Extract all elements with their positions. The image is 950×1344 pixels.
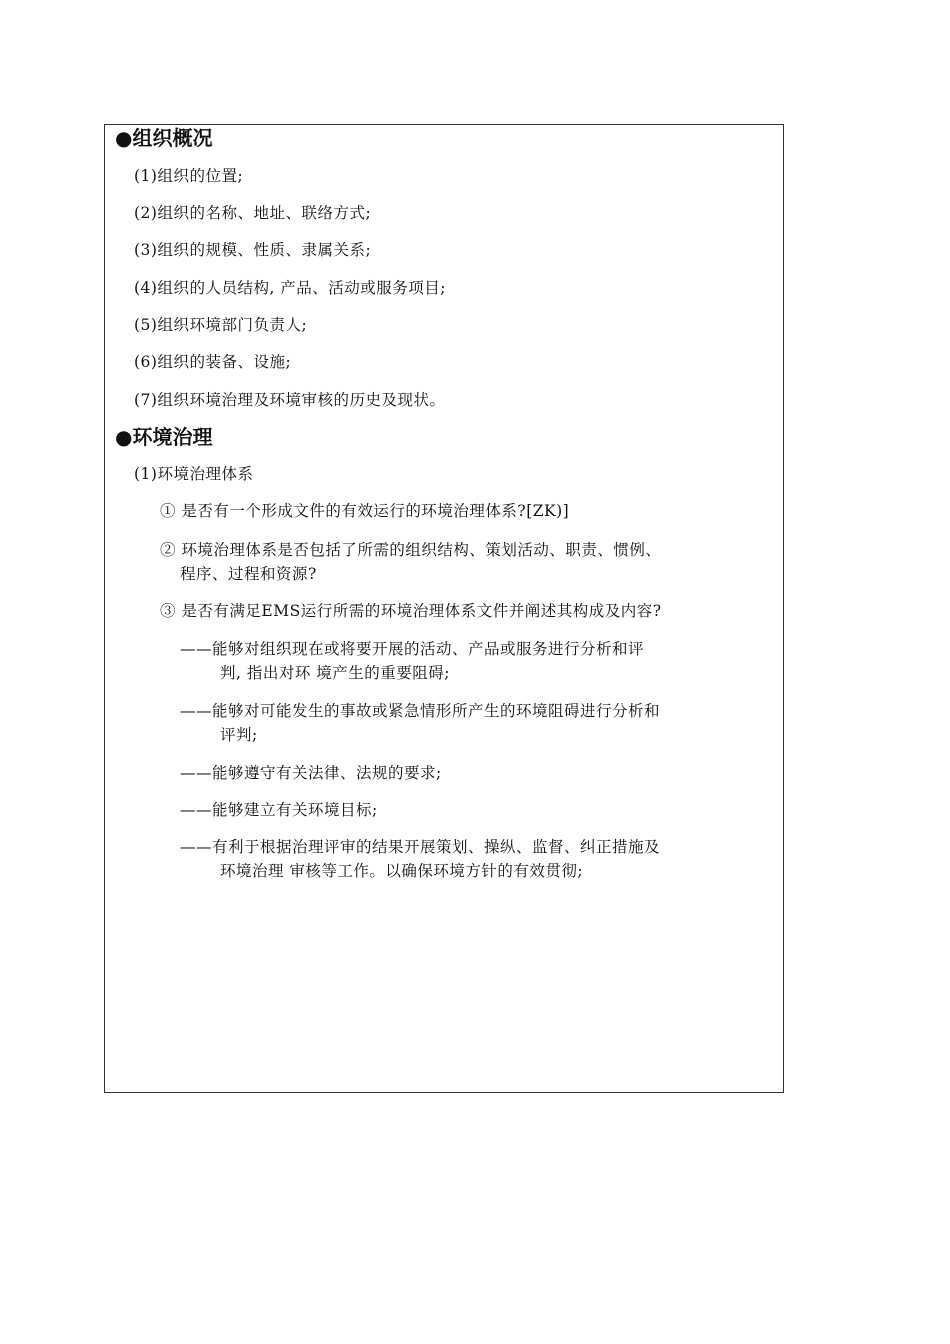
section-heading-env-management: ●环境治理 [115, 425, 213, 449]
list-item: (6)组织的装备、设施; [134, 353, 292, 371]
list-item: (7)组织环境治理及环境审核的历史及现状。 [134, 391, 446, 409]
dash-item: ——能够对可能发生的事故或紧急情形所产生的环境阻碍进行分析和 [180, 702, 661, 720]
subheading: (1)环境治理体系 [134, 465, 254, 483]
section-heading-org-overview: ●组织概况 [115, 126, 213, 150]
list-item: (5)组织环境部门负责人; [134, 316, 308, 334]
question-item: ③ 是否有满足EMS运行所需的环境治理体系文件并阐述其构成及内容? [160, 602, 662, 620]
question-item: ① 是否有一个形成文件的有效运行的环境治理体系?[ZK)] [160, 502, 570, 520]
list-item: (1)组织的位置; [134, 167, 244, 185]
question-item-continued: 程序、过程和资源? [180, 565, 317, 583]
dash-item: ——能够建立有关环境目标; [180, 801, 378, 819]
dash-item-continued: 评判; [220, 726, 258, 744]
list-item: (2)组织的名称、地址、联络方式; [134, 204, 372, 222]
dash-item: ——能够对组织现在或将要开展的活动、产品或服务进行分析和评 [180, 640, 645, 658]
list-item: (3)组织的规模、性质、隶属关系; [134, 241, 372, 259]
dash-item-continued: 环境治理 审核等工作。以确保环境方针的有效贯彻; [220, 862, 584, 880]
dash-item: ——有利于根据治理评审的结果开展策划、操纵、监督、纠正措施及 [180, 838, 661, 856]
dash-item: ——能够遵守有关法律、法规的要求; [180, 764, 442, 782]
question-item: ② 环境治理体系是否包括了所需的组织结构、策划活动、职责、惯例、 [160, 541, 662, 559]
dash-item-continued: 判, 指出对环 境产生的重要阻碍; [220, 664, 451, 682]
list-item: (4)组织的人员结构, 产品、活动或服务项目; [134, 279, 447, 297]
